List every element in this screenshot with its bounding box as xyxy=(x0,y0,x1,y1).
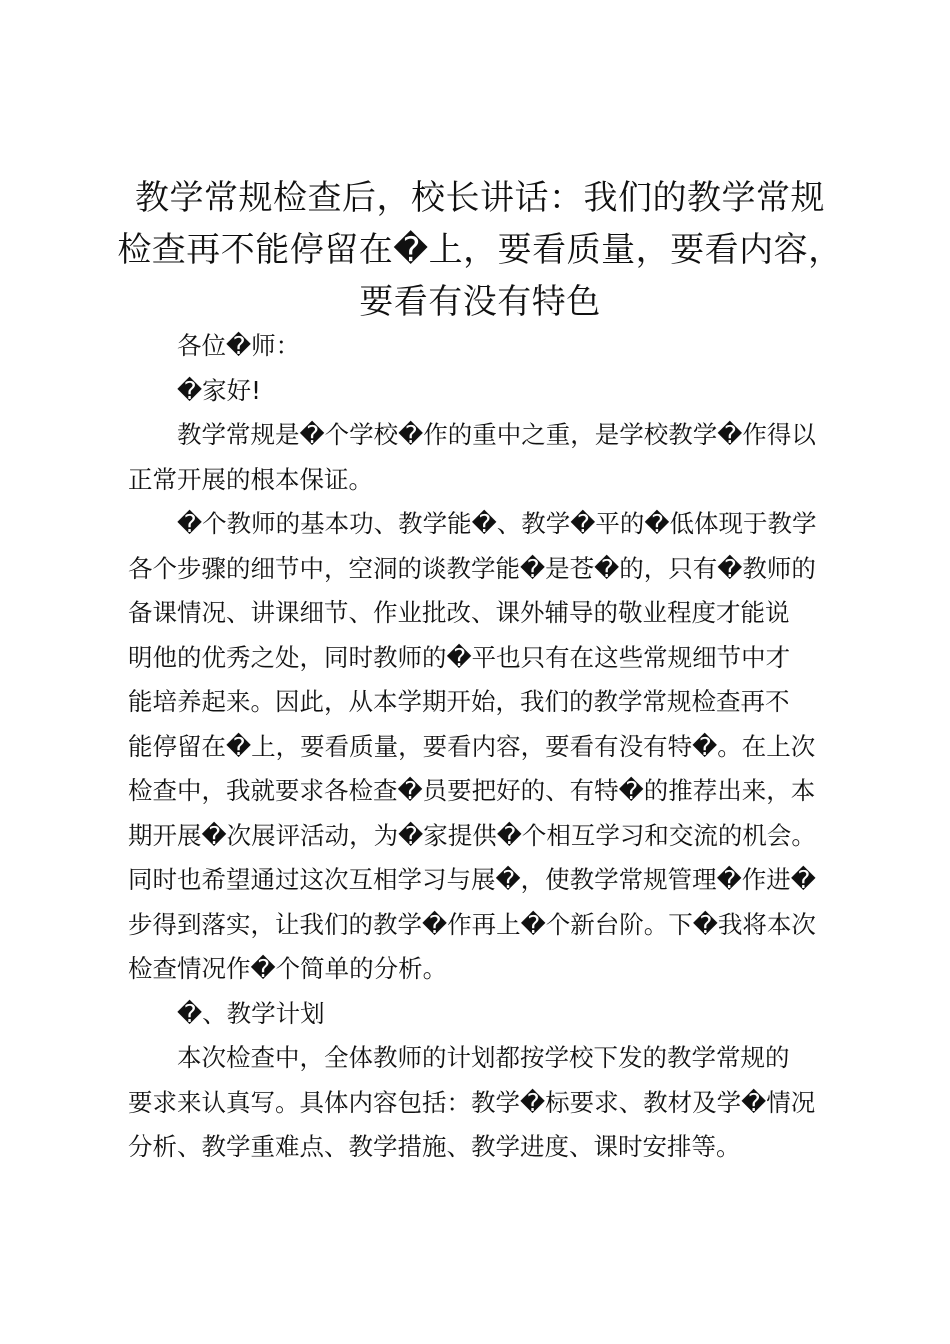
text-line: 教学常规是�个学校�作的重中之重，是学校教学�作得以 xyxy=(177,420,816,449)
text-line: 正常开展的根本保证。 xyxy=(128,464,373,494)
text-line: 期开展�次展评活动，为�家提供�个相互学习和交流的机会。 xyxy=(128,820,816,850)
section-heading xyxy=(128,992,840,1037)
text-line: 分析、教学重难点、教学措施、教学进度、课时安排等。 xyxy=(128,1132,741,1161)
document-title xyxy=(110,172,850,328)
text-line: 各位�师： xyxy=(177,331,301,360)
paragraph xyxy=(128,413,840,502)
document-body xyxy=(128,324,840,1170)
text-line: �、教学计划 xyxy=(177,998,325,1028)
text-line: 各个步骤的细节中，空洞的谈教学能�是苍�的，只有�教师的 xyxy=(128,553,816,583)
salutation xyxy=(128,324,840,369)
title-line: 教学常规检查后，校长讲话：我们的教学常规 xyxy=(135,178,825,218)
title-line: 检查再不能停留在�上，要看质量，要看内容， xyxy=(117,230,843,270)
text-line: 明他的优秀之处，同时教师的�平也只有在这些常规细节中才 xyxy=(128,642,791,672)
text-line: 本次检查中，全体教师的计划都按学校下发的教学常规的 xyxy=(177,1043,790,1072)
text-line: 步得到落实，让我们的教学�作再上�个新台阶。下�我将本次 xyxy=(128,909,816,939)
text-line: 要求来认真写。具体内容包括：教学�标要求、教材及学�情况 xyxy=(128,1087,816,1117)
paragraph xyxy=(128,1036,840,1170)
title-line: 要看有没有特色 xyxy=(359,282,601,322)
text-line: �个教师的基本功、教学能�、教学�平的�低体现于教学 xyxy=(177,509,817,538)
text-line: 检查中，我就要求各检查�员要把好的、有特�的推荐出来，本 xyxy=(128,776,816,805)
text-line: 检查情况作�个简单的分析。 xyxy=(128,954,448,983)
text-line: �家好! xyxy=(177,375,261,405)
greeting xyxy=(128,369,840,414)
paragraph xyxy=(128,502,840,992)
text-line: 能培养起来。因此，从本学期开始，我们的教学常规检查再不 xyxy=(128,687,790,716)
text-line: 备课情况、讲课细节、作业批改、课外辅导的敬业程度才能说 xyxy=(128,598,790,627)
text-line: 能停留在�上，要看质量，要看内容，要看有没有特�。在上次 xyxy=(128,731,816,761)
text-line: 同时也希望通过这次互相学习与展�，使教学常规管理�作进� xyxy=(128,865,816,894)
